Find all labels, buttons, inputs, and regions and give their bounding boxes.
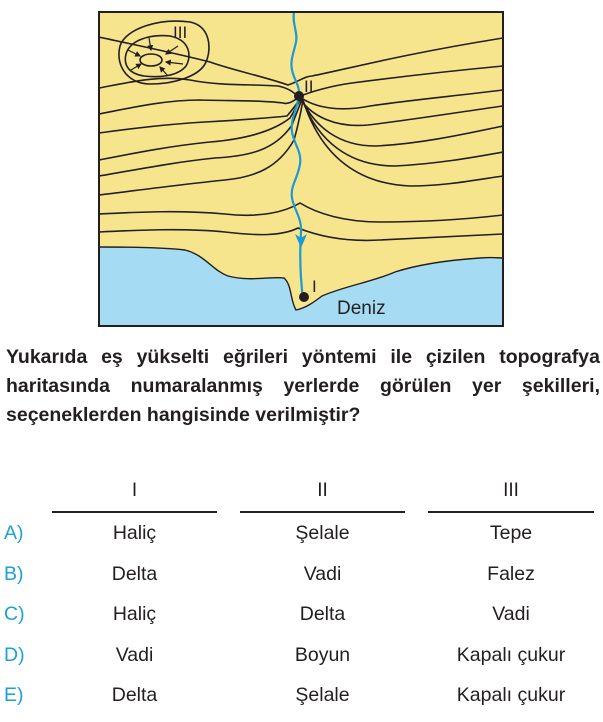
option-cell: Delta	[299, 603, 346, 625]
option-cell: Vadi	[303, 563, 342, 585]
point-2-marker	[294, 91, 304, 101]
option-cell: Falez	[487, 563, 535, 585]
option-cell: Şelale	[295, 522, 350, 544]
column-rule	[240, 511, 405, 513]
option-cell: Haliç	[112, 522, 157, 544]
option-cell: Delta	[111, 563, 158, 585]
option-cell: Boyun	[294, 644, 351, 666]
column-header-3: III	[503, 480, 519, 501]
option-cell: Kapalı çukur	[456, 684, 566, 706]
option-letter[interactable]: C)	[4, 603, 25, 625]
option-cell: Delta	[111, 684, 158, 706]
column-rule	[52, 511, 217, 513]
option-letter[interactable]: E)	[4, 684, 24, 706]
option-cell: Tepe	[489, 522, 533, 544]
point-2-label: II	[304, 77, 314, 96]
option-letter[interactable]: B)	[4, 563, 24, 585]
column-header-1: I	[131, 480, 138, 501]
option-cell: Haliç	[112, 603, 157, 625]
option-letter[interactable]: D)	[4, 644, 25, 666]
point-1-marker	[299, 292, 309, 302]
option-cell: Kapalı çukur	[456, 644, 566, 666]
topographic-map	[0, 0, 603, 335]
point-1-label: I	[312, 277, 317, 296]
option-cell: Vadi	[115, 644, 154, 666]
column-rule	[428, 511, 594, 513]
question-text: Yukarıda eş yükselti eğrileri yöntemi ile çizilen topografya haritasında numaralanmış yerlerde görülen yer şekilleri, seçeneklerden hangisinde verilmiştir?	[6, 346, 600, 426]
sea-label: Deniz	[337, 298, 386, 319]
column-header-2: II	[317, 480, 328, 501]
point-3-label: III	[173, 23, 188, 42]
option-cell: Vadi	[492, 603, 530, 625]
option-cell: Şelale	[295, 684, 350, 706]
option-letter[interactable]: A)	[4, 522, 24, 544]
